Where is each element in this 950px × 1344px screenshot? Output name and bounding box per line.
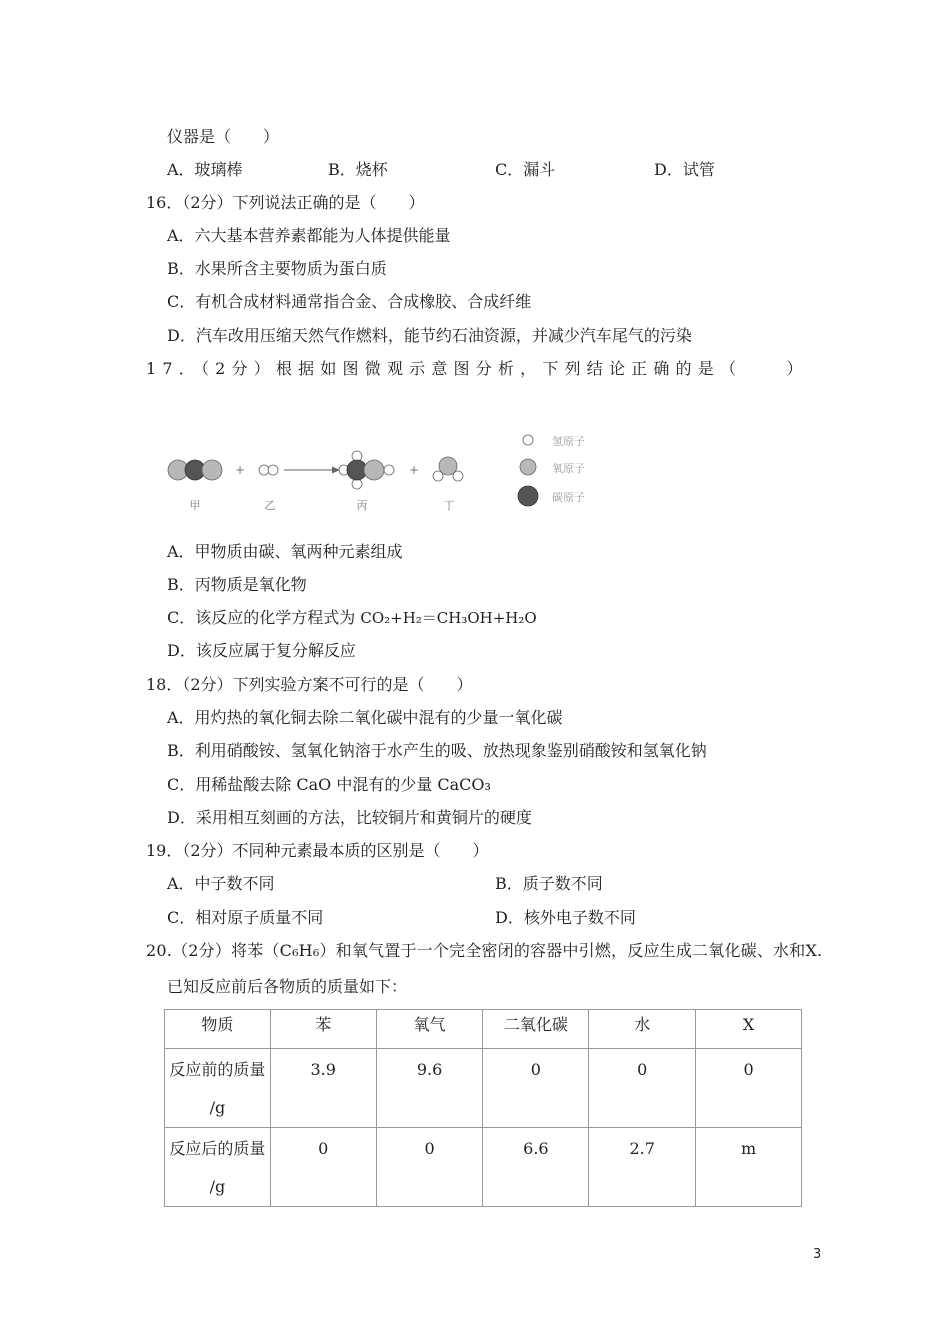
molecule-jia-co2 — [168, 460, 222, 480]
q17-stem: 17．（2分）根据如图微观示意图分析，下列结论正确的是（ ） — [146, 359, 809, 378]
reaction-arrow — [284, 467, 340, 474]
page-number: 3 — [813, 1247, 822, 1262]
table-header-row — [165, 1010, 802, 1049]
plus-sign: + — [408, 463, 420, 477]
header-cell: X — [696, 1010, 802, 1049]
table-cell: 0 — [376, 1128, 483, 1207]
q19-option-b: B．质子数不同 — [495, 874, 603, 893]
q17-option-d: D．该反应属于复分解反应 — [167, 641, 356, 660]
q19-stem: 19．（2分）不同种元素最本质的区别是（ ） — [146, 841, 489, 860]
label-bing: 丙 — [356, 499, 368, 512]
q18-option-d: D．采用相互刻画的方法，比较铜片和黄铜片的硬度 — [167, 808, 532, 827]
molecule-yi-h2 — [259, 465, 278, 475]
table-row — [165, 1128, 802, 1207]
table-cell: 0 — [483, 1049, 589, 1128]
q17-option-c: C．该反应的化学方程式为 CO₂+H₂＝CH₃OH+H₂O — [167, 608, 537, 627]
molecule-bing-ch3oh — [339, 451, 394, 489]
q16-option-c: C．有机合成材料通常指合金、合成橡胶、合成纤维 — [167, 292, 532, 311]
plus-sign: + — [234, 463, 246, 477]
q19-option-c: C．相对原子质量不同 — [167, 908, 324, 927]
legend-hydrogen: 氢原子 — [552, 435, 585, 448]
atom-legend — [518, 434, 585, 506]
q19-option-a: A．中子数不同 — [167, 874, 275, 893]
table-cell: m — [696, 1128, 802, 1207]
legend-carbon: 碳原子 — [552, 491, 585, 504]
table-cell: 3.9 — [270, 1049, 376, 1128]
header-cell: 二氧化碳 — [483, 1010, 589, 1049]
row-label: 反应前的质量 /g — [165, 1049, 271, 1128]
legend-oxygen: 氧原子 — [552, 462, 585, 475]
header-cell: 物质 — [165, 1010, 271, 1049]
header-cell: 水 — [589, 1010, 696, 1049]
table-cell: 0 — [589, 1049, 696, 1128]
q19-option-d: D．核外电子数不同 — [495, 908, 636, 927]
q15-option-a: A．玻璃棒 — [167, 160, 243, 179]
q15-option-d: D．试管 — [654, 160, 715, 179]
molecule-ding-h2o — [433, 457, 463, 481]
q15-option-c: C．漏斗 — [495, 160, 556, 179]
q16-option-d: D．汽车改用压缩天然气作燃料，能节约石油资源，并减少汽车尾气的污染 — [167, 326, 692, 345]
q18-stem: 18．（2分）下列实验方案不可行的是（ ） — [146, 675, 473, 694]
q16-option-a: A．六大基本营养素都能为人体提供能量 — [167, 226, 451, 245]
header-cell: 苯 — [270, 1010, 376, 1049]
q16-stem: 16．（2分）下列说法正确的是（ ） — [146, 193, 425, 212]
q18-option-b: B．利用硝酸铵、氢氧化钠溶于水产生的吸、放热现象鉴别硝酸铵和氢氧化钠 — [167, 741, 707, 760]
label-jia: 甲 — [189, 499, 201, 512]
table-cell: 2.7 — [589, 1128, 696, 1207]
q15-stem-tail: 仪器是（ ） — [167, 127, 280, 146]
header-cell: 氧气 — [376, 1010, 483, 1049]
label-ding: 丁 — [443, 499, 455, 512]
table-cell: 6.6 — [483, 1128, 589, 1207]
q15-option-b: B．烧杯 — [328, 160, 388, 179]
q18-option-c: C．用稀盐酸去除 CaO 中混有的少量 CaCO₃ — [167, 775, 491, 794]
q17-option-b: B．丙物质是氧化物 — [167, 575, 307, 594]
table-cell: 0 — [696, 1049, 802, 1128]
table-row — [165, 1049, 802, 1128]
q16-option-b: B．水果所含主要物质为蛋白质 — [167, 259, 387, 278]
q20-stem: 20.（2分）将苯（C₆H₆）和氧气置于一个完全密闭的容器中引燃，反应生成二氧化碳、水和X. — [146, 941, 823, 960]
q17-option-a: A．甲物质由碳、氧两种元素组成 — [167, 542, 403, 561]
q20-stem-line2: 已知反应前后各物质的质量如下： — [167, 977, 408, 996]
molecule-reaction-diagram — [160, 425, 610, 520]
table-cell: 0 — [270, 1128, 376, 1207]
mass-table — [164, 1009, 802, 1207]
row-label: 反应后的质量 /g — [165, 1128, 271, 1207]
label-yi: 乙 — [264, 499, 276, 512]
table-cell: 9.6 — [376, 1049, 483, 1128]
q18-option-a: A．用灼热的氧化铜去除二氧化碳中混有的少量一氧化碳 — [167, 708, 563, 727]
